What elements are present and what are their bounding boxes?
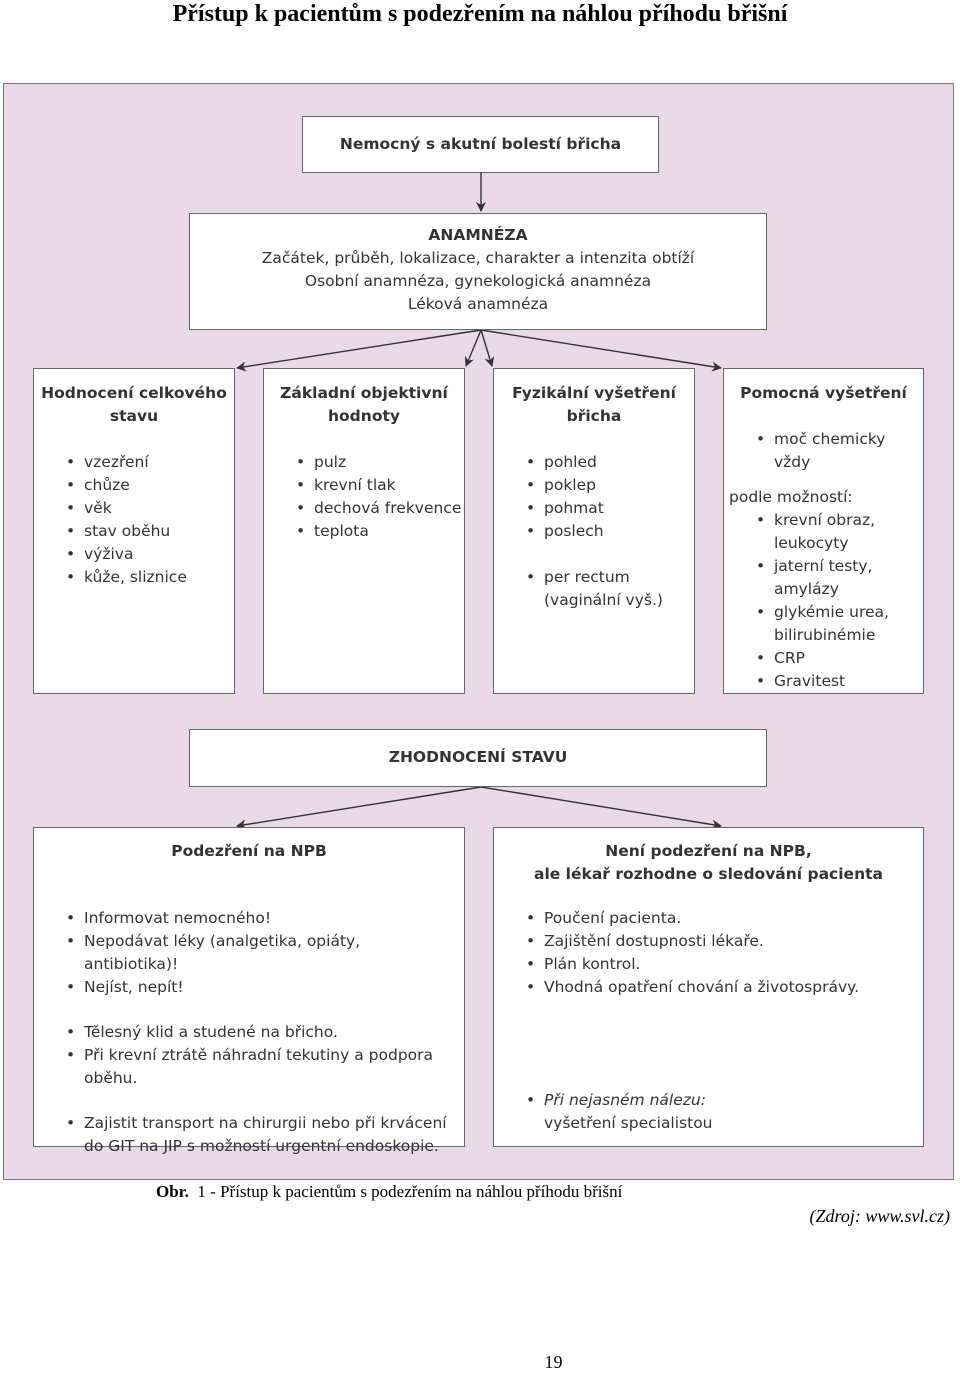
list-item: • stav oběhu <box>62 520 234 543</box>
list-item: • poklep <box>522 474 694 497</box>
caption-label: Obr. <box>156 1182 189 1201</box>
outcome-list <box>522 907 915 999</box>
col-pomocna-vysetreni <box>723 368 924 694</box>
col-list <box>752 428 923 474</box>
list-item: • chůze <box>62 474 234 497</box>
list-item: • krevní tlak <box>292 474 464 497</box>
col-title: Fyzikální vyšetření <box>512 384 676 402</box>
col-list <box>62 451 234 589</box>
col-title: stavu <box>109 407 159 425</box>
anamneza-line: Léková anamnéza <box>407 295 549 313</box>
list-item <box>522 1089 915 1135</box>
list-item: • Informovat nemocného! <box>62 907 456 930</box>
list-item: • dechová frekvence <box>292 497 464 520</box>
zhodnoceni-box <box>189 729 767 787</box>
list-item: • Vhodná opatření chování a životosprávy. <box>522 976 915 999</box>
list-item: • teplota <box>292 520 464 543</box>
page-title: Přístup k pacientům s podezřením na náhlou příhodu břišní <box>172 1 788 27</box>
list-item: • věk <box>62 497 234 520</box>
list-item: • pohmat <box>522 497 694 520</box>
anamneza-box <box>189 213 767 330</box>
outcome-suspected-npb <box>33 827 465 1155</box>
list-item: • Gravitest <box>752 670 923 693</box>
list-item: • jaterní testy, amylázy <box>752 555 923 601</box>
list-item: • poslech <box>522 520 694 543</box>
outcome-title: ale lékař rozhodne o sledování pacienta <box>534 865 883 883</box>
col-subheading: podle možností: <box>729 488 853 506</box>
list-item: • CRP <box>752 647 923 670</box>
col-title: břicha <box>566 407 622 425</box>
col-celkovy-stav <box>33 368 235 694</box>
list-item: • pulz <box>292 451 464 474</box>
list-item: • Nejíst, nepít! <box>62 976 456 999</box>
zhodnoceni-label: ZHODNOCENÍ STAVU <box>388 748 568 766</box>
figure-caption <box>156 1181 622 1203</box>
list-item: • Zajistit transport na chirurgii nebo při krvácení do GIT na JIP s možností urgentní endoskopie. <box>62 1112 452 1158</box>
list-item: • Poučení pacienta. <box>522 907 915 930</box>
outcome-list <box>62 1021 452 1090</box>
col-title: Základní objektivní <box>280 384 448 402</box>
outcome-list <box>62 1112 452 1158</box>
list-item: • výživa <box>62 543 234 566</box>
list-item-text: per rectum <box>544 568 630 586</box>
col-list-secondary <box>752 509 923 693</box>
outcome-no-suspicion <box>493 827 924 1147</box>
col-title: Pomocná vyšetření <box>740 384 907 402</box>
list-item-text: (vaginální vyš.) <box>544 591 663 609</box>
list-item: • pohled <box>522 451 694 474</box>
start-box-label: Nemocný s akutní bolestí břicha <box>339 135 622 153</box>
list-item: • moč chemicky vždy <box>752 428 923 474</box>
col-title: Hodnocení celkového <box>41 384 227 402</box>
col-list-secondary <box>522 566 694 612</box>
col-list <box>522 451 694 543</box>
anamneza-line: Osobní anamnéza, gynekologická anamnéza <box>304 272 652 290</box>
figure-source: (Zdroj: www.svl.cz) <box>809 1206 950 1226</box>
page-number: 19 <box>544 1352 563 1372</box>
outcome-list <box>62 907 456 999</box>
col-list <box>292 451 464 543</box>
list-item: • Zajištění dostupnosti lékaře. <box>522 930 915 953</box>
list-item: • krevní obraz, leukocyty <box>752 509 923 555</box>
list-item: • kůže, sliznice <box>62 566 234 589</box>
start-box <box>302 116 659 173</box>
list-item-text: Při nejasném nálezu: <box>544 1091 706 1109</box>
anamneza-title: ANAMNÉZA <box>428 226 528 244</box>
list-item: • Při krevní ztrátě náhradní tekutiny a podpora oběhu. <box>62 1044 452 1090</box>
list-item: • glykémie urea, bilirubinémie <box>752 601 923 647</box>
anamneza-line: Začátek, průběh, lokalizace, charakter a intenzita obtíží <box>261 249 695 267</box>
outcome-title: Podezření na NPB <box>171 842 327 860</box>
list-item-text: vyšetření specialistou <box>544 1114 713 1132</box>
outcome-title: Není podezření na NPB, <box>605 842 812 860</box>
list-item <box>522 566 694 612</box>
list-item: • Tělesný klid a studené na břicho. <box>62 1021 452 1044</box>
list-item: • Nepodávat léky (analgetika, opiáty, antibiotika)! <box>62 930 456 976</box>
list-item: • vzezření <box>62 451 234 474</box>
list-item: • Plán kontrol. <box>522 953 915 976</box>
caption-text: 1 - Přístup k pacientům s podezřením na náhlou příhodu břišní <box>197 1182 623 1201</box>
col-title: hodnoty <box>328 407 400 425</box>
col-objektivni-hodnoty <box>263 368 465 694</box>
col-fyzikalni-vysetreni <box>493 368 695 694</box>
outcome-list <box>522 1089 915 1135</box>
